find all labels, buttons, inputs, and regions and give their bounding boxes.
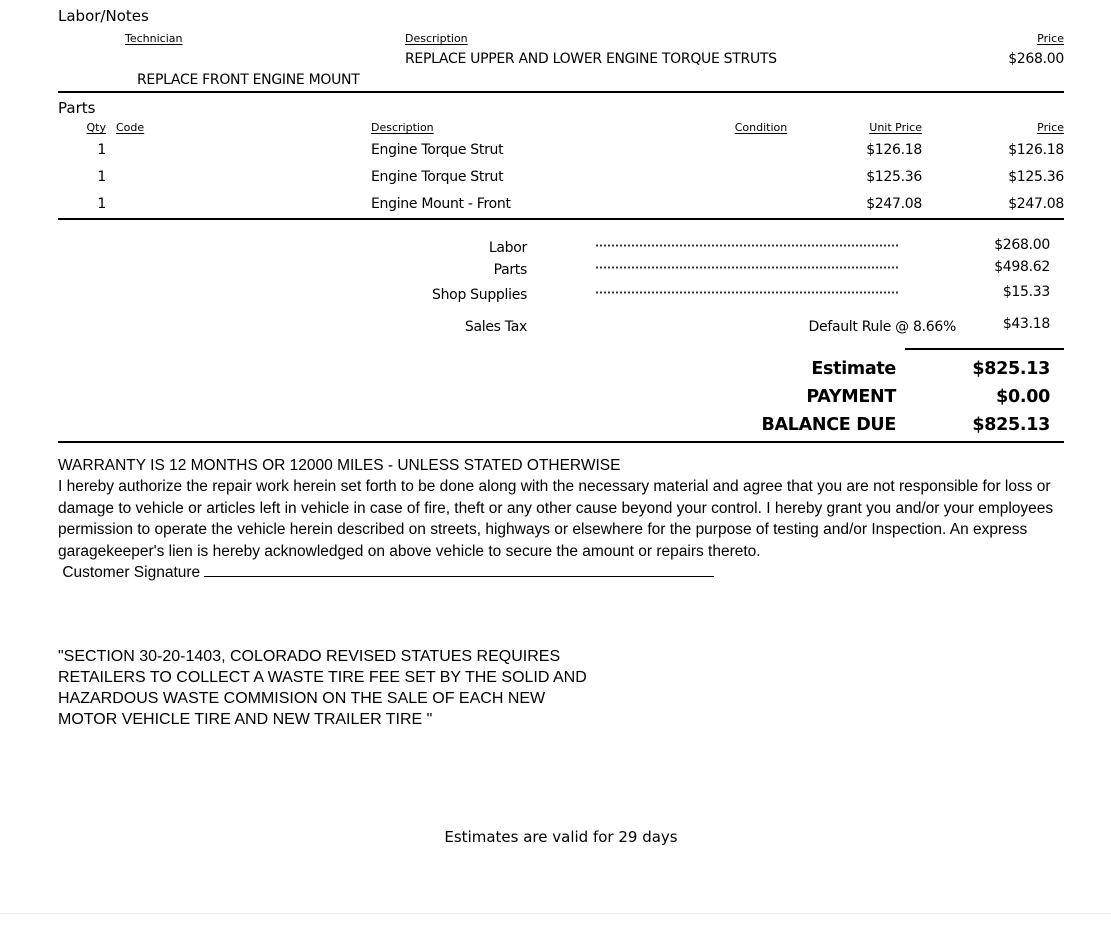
sales-tax-rule: Default Rule @ 8.66%	[808, 319, 956, 335]
parts-total-amount: $498.62	[994, 259, 1050, 275]
part-price: $126.18	[1008, 142, 1064, 158]
parts-header-description: Description	[371, 121, 434, 134]
parts-header-row	[58, 121, 1064, 134]
tire-fee-notice	[58, 646, 587, 730]
labor-row-note: REPLACE FRONT ENGINE MOUNT	[137, 72, 360, 88]
warranty-statement: WARRANTY IS 12 MONTHS OR 12000 MILES - UNLESS STATED OTHERWISE	[58, 457, 621, 474]
table-row	[58, 169, 1064, 185]
tire-notice-line: MOTOR VEHICLE TIRE AND NEW TRAILER TIRE "	[58, 711, 433, 728]
parts-header-qty: Qty	[86, 121, 106, 134]
part-description: Engine Torque Strut	[371, 169, 504, 185]
part-unit-price: $125.36	[866, 169, 922, 185]
part-unit-price: $126.18	[866, 142, 922, 158]
table-row	[58, 196, 1064, 212]
divider-labor-parts	[58, 91, 1064, 93]
customer-signature-label: Customer Signature	[62, 564, 201, 582]
part-qty: 1	[97, 196, 106, 212]
labor-total-amount: $268.00	[994, 237, 1050, 253]
parts-total-label: Parts	[493, 262, 527, 278]
shop-supplies-label: Shop Supplies	[432, 287, 527, 303]
part-qty: 1	[97, 169, 106, 185]
terms-block	[58, 455, 1064, 583]
payment-label: PAYMENT	[806, 387, 896, 407]
sales-tax-label: Sales Tax	[464, 319, 527, 335]
labor-row-description: REPLACE UPPER AND LOWER ENGINE TORQUE STRUTS	[405, 51, 777, 67]
estimate-amount: $825.13	[972, 359, 1050, 379]
signature-line	[204, 562, 714, 577]
part-price: $125.36	[1008, 169, 1064, 185]
tire-notice-line: RETAILERS TO COLLECT A WASTE TIRE FEE SET BY THE SOLID AND	[58, 669, 587, 686]
balance-due-label: BALANCE DUE	[761, 415, 896, 435]
labor-header-price: Price	[1037, 32, 1064, 45]
parts-header-code: Code	[116, 121, 145, 134]
balance-due-amount: $825.13	[972, 415, 1050, 435]
parts-section-title: Parts	[58, 99, 96, 117]
total-row-labor	[58, 237, 1064, 257]
summary-amount-rule	[905, 348, 1064, 350]
parts-header-price: Price	[1037, 121, 1064, 134]
dotted-leader	[595, 288, 900, 299]
labor-total-label: Labor	[488, 240, 527, 256]
page-bottom-edge	[0, 913, 1111, 914]
part-description: Engine Torque Strut	[371, 142, 504, 158]
part-price: $247.08	[1008, 196, 1064, 212]
total-row-parts	[58, 259, 1064, 279]
tire-notice-line: "SECTION 30-20-1403, COLORADO REVISED STATUES REQUIRES	[58, 648, 561, 665]
part-description: Engine Mount - Front	[371, 196, 511, 212]
payment-amount: $0.00	[996, 387, 1050, 407]
estimate-label: Estimate	[811, 359, 896, 379]
divider-parts-totals	[58, 218, 1064, 220]
customer-signature-row	[58, 562, 1064, 583]
estimate-validity-note: Estimates are valid for 29 days	[444, 828, 678, 846]
dotted-leader	[595, 241, 900, 252]
shop-supplies-amount: $15.33	[1002, 284, 1050, 300]
labor-header-description: Description	[405, 32, 468, 45]
labor-header-technician: Technician	[125, 32, 183, 45]
total-row-sales-tax	[58, 316, 1064, 336]
part-qty: 1	[97, 142, 106, 158]
authorization-text: I hereby authorize the repair work herein set forth to be done along with the necessary material and agree that you are not responsible for loss or damage to vehicle or articles left in vehicle in case of fire, theft or any other cause beyond your control. I hereby grant you and/or your employees permission to operate the vehicle herein described on streets, highways or elsewhere for the purpose of testing and/or Inspection. An express garagekeeper's lien is hereby acknowledged on above vehicle to secure the amount or repairs thereto.	[58, 478, 1054, 560]
divider-summary-terms	[58, 441, 1064, 443]
labor-row-price: $268.00	[1008, 51, 1064, 67]
part-unit-price: $247.08	[866, 196, 922, 212]
parts-header-condition: Condition	[734, 121, 788, 134]
table-row	[58, 142, 1064, 158]
dotted-leader	[595, 263, 900, 274]
tire-notice-line: HAZARDOUS WASTE COMMISION ON THE SALE OF EACH NEW	[58, 690, 546, 707]
sales-tax-amount: $43.18	[1002, 316, 1050, 332]
parts-header-unit-price: Unit Price	[869, 121, 922, 134]
labor-section-title: Labor/Notes	[58, 7, 149, 25]
total-row-shop-supplies	[58, 284, 1064, 304]
